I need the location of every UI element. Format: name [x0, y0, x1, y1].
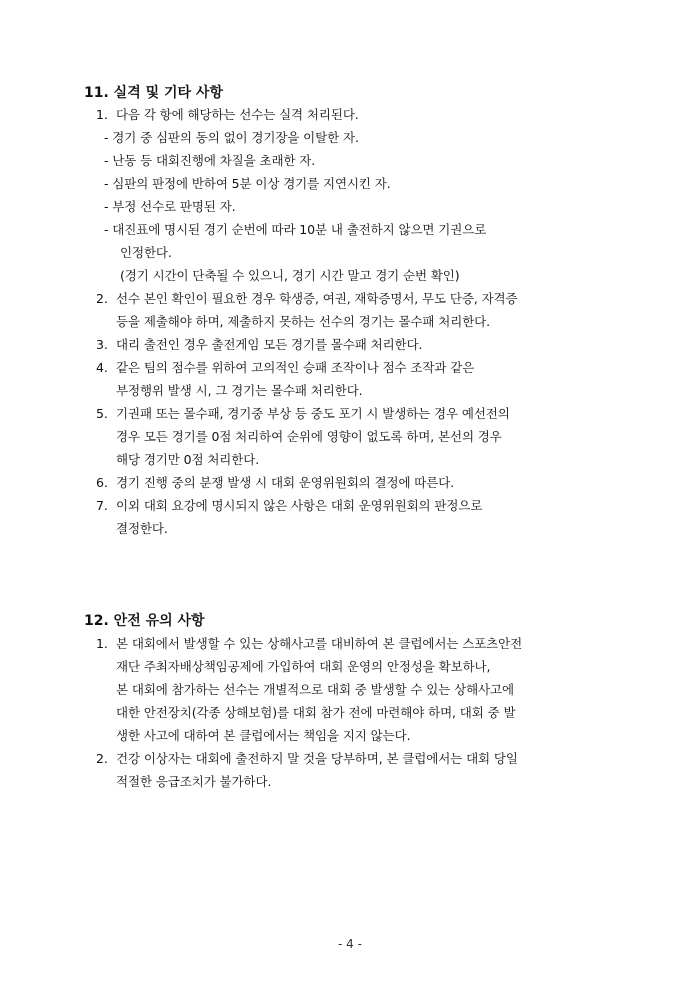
item-number: 5.: [96, 406, 108, 421]
item-text: 경기 진행 중의 분쟁 발생 시 대회 운영위원회의 결정에 따른다.: [116, 475, 455, 490]
item-number: 4.: [96, 360, 108, 375]
item-text: 재단 주최자배상책임공제에 가입하여 대회 운영의 안정성을 확보하나,: [116, 659, 491, 674]
bullet-text: - 난동 등 대회진행에 차질을 초래한 자.: [104, 153, 316, 168]
item-text: 적절한 응급조치가 불가하다.: [116, 774, 272, 789]
item-number: 3.: [96, 337, 108, 352]
bullet-text: - 경기 중 심판의 동의 없이 경기장을 이탈한 자.: [104, 130, 359, 145]
item-text: 건강 이상자는 대회에 출전하지 말 것을 당부하며, 본 클럽에서는 대회 당일: [116, 751, 518, 766]
section-11-title: 11. 실격 및 기타 사항: [84, 85, 223, 101]
bullet-note: (경기 시간이 단축될 수 있으니, 경기 시간 말고 경기 순번 확인): [120, 268, 460, 283]
item-number: 2.: [96, 291, 108, 306]
item-text: 부정행위 발생 시, 그 경기는 몰수패 처리한다.: [116, 383, 363, 398]
item-text: 해당 경기만 0점 처리한다.: [116, 452, 260, 467]
bullet-text: - 부정 선수로 판명된 자.: [104, 199, 236, 214]
bullet-text: 인정한다.: [120, 245, 172, 260]
item-text: 경우 모든 경기를 0점 처리하여 순위에 영향이 없도록 하며, 본선의 경우: [116, 429, 502, 444]
item-text: 결정한다.: [116, 521, 168, 536]
bullet-text: - 대진표에 명시된 경기 순번에 따라 10분 내 출전하지 않으면 기권으로: [104, 222, 487, 237]
item-text: 선수 본인 확인이 필요한 경우 학생증, 여권, 재학증명서, 무도 단증, 자격증: [116, 291, 518, 306]
item-text: 등을 제출해야 하며, 제출하지 못하는 선수의 경기는 몰수패 처리한다.: [116, 314, 491, 329]
item-number: 1.: [96, 636, 108, 651]
item-text: 같은 팀의 점수를 위하여 고의적인 승패 조작이나 점수 조작과 같은: [116, 360, 475, 375]
item-text: 이외 대회 요강에 명시되지 않은 사항은 대회 운영위원회의 판정으로: [116, 498, 483, 513]
item-text: 본 대회에서 발생할 수 있는 상해사고를 대비하여 본 클럽에서는 스포츠안전: [116, 636, 523, 651]
item-text: 본 대회에 참가하는 선수는 개별적으로 대회 중 발생할 수 있는 상해사고에: [116, 682, 514, 697]
item-number: 6.: [96, 475, 108, 490]
item-number: 2.: [96, 751, 108, 766]
item-text: 대리 출전인 경우 출전게임 모든 경기를 몰수패 처리한다.: [116, 337, 423, 352]
item-text: 다음 각 항에 해당하는 선수는 실격 처리된다.: [116, 107, 359, 122]
page-number: - 4 -: [338, 937, 362, 951]
item-number: 1.: [96, 107, 108, 122]
item-number: 7.: [96, 498, 108, 513]
item-text: 대한 안전장치(각종 상해보험)를 대회 참가 전에 마련해야 하며, 대회 중 발: [116, 705, 516, 720]
bullet-text: - 심판의 판정에 반하여 5분 이상 경기를 지연시킨 자.: [104, 176, 391, 191]
section-12-title: 12. 안전 유의 사항: [84, 613, 205, 629]
item-text: 기권패 또는 몰수패, 경기중 부상 등 중도 포기 시 발생하는 경우 예선전의: [116, 406, 510, 421]
item-text: 생한 사고에 대하여 본 클럽에서는 책임을 지지 않는다.: [116, 728, 411, 743]
